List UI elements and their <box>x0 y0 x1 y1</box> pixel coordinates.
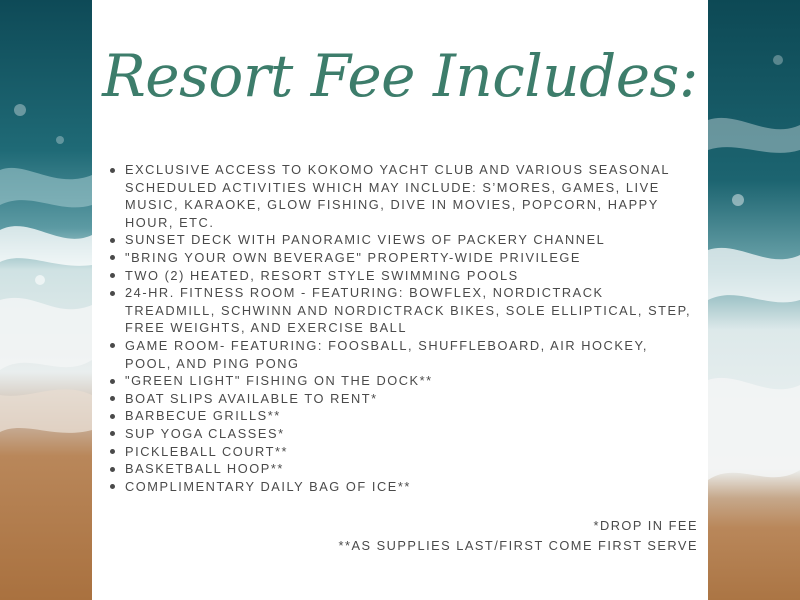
bullet-icon <box>110 449 115 454</box>
list-item <box>108 161 698 231</box>
right-beach-image <box>708 0 800 600</box>
list-item <box>108 407 698 425</box>
bullet-icon <box>110 414 115 419</box>
bullet-icon <box>110 168 115 173</box>
bullet-icon <box>110 484 115 489</box>
list-item-text: BASKETBALL HOOP** <box>125 461 284 477</box>
list-item-text: SUP YOGA CLASSES* <box>125 425 285 441</box>
bullet-icon <box>110 291 115 296</box>
list-item <box>108 478 698 496</box>
left-beach-image <box>0 0 92 600</box>
bullet-icon <box>110 255 115 260</box>
bullet-icon <box>110 273 115 278</box>
bullet-icon <box>110 396 115 401</box>
list-item-text: "BRING YOUR OWN BEVERAGE" PROPERTY-WIDE PRIVILEGE <box>125 249 581 265</box>
list-item-text: SUNSET DECK WITH PANORAMIC VIEWS OF PACKERY CHANNEL <box>125 232 606 248</box>
footnote-supplies: **AS SUPPLIES LAST/FIRST COME FIRST SERVE <box>338 538 698 553</box>
amenity-list <box>108 161 698 495</box>
bullet-icon <box>110 379 115 384</box>
list-item <box>108 284 698 337</box>
list-item <box>108 372 698 390</box>
list-item-text: BARBECUE GRILLS** <box>125 408 281 424</box>
list-item <box>108 337 698 372</box>
bullet-icon <box>110 431 115 436</box>
list-item-text: "GREEN LIGHT" FISHING ON THE DOCK** <box>125 373 433 389</box>
list-item-text: EXCLUSIVE ACCESS TO KOKOMO YACHT CLUB AND VARIOUS SEASONAL SCHEDULED ACTIVITIES WHICH MAY INCLUDE: S’MORES, GAMES, LIVE MUSIC, KARAOKE, GLOW FISHING, DIVE IN MOVIES, POPCORN, HAPPY HOUR, ETC. <box>125 162 670 230</box>
list-item <box>108 231 698 249</box>
list-item-text: 24-HR. FITNESS ROOM - FEATURING: BOWFLEX, NORDICTRACK TREADMILL, SCHWINN AND NORDICTRACK BIKES, SOLE ELLIPTICAL, STEP, FREE WEIGHTS, AND EXERCISE BALL <box>125 285 692 336</box>
list-item <box>108 267 698 285</box>
page-title: Resort Fee Includes: <box>102 42 698 110</box>
list-item-text: GAME ROOM- FEATURING: FOOSBALL, SHUFFLEBOARD, AIR HOCKEY, POOL, AND PING PONG <box>125 337 649 371</box>
list-item <box>108 443 698 461</box>
footnotes <box>339 516 698 556</box>
bullet-icon <box>110 467 115 472</box>
list-item <box>108 425 698 443</box>
list-item-text: BOAT SLIPS AVAILABLE TO RENT* <box>125 390 378 406</box>
list-item <box>108 390 698 408</box>
bullet-icon <box>110 343 115 348</box>
bullet-icon <box>110 238 115 243</box>
list-item <box>108 460 698 478</box>
list-item-text: TWO (2) HEATED, RESORT STYLE SWIMMING POOLS <box>125 267 519 283</box>
list-item <box>108 249 698 267</box>
content-panel <box>92 0 708 600</box>
list-item-text: PICKLEBALL COURT** <box>125 443 289 459</box>
footnote-drop-in: *DROP IN FEE <box>593 518 698 533</box>
list-item-text: COMPLIMENTARY DAILY BAG OF ICE** <box>125 478 411 494</box>
